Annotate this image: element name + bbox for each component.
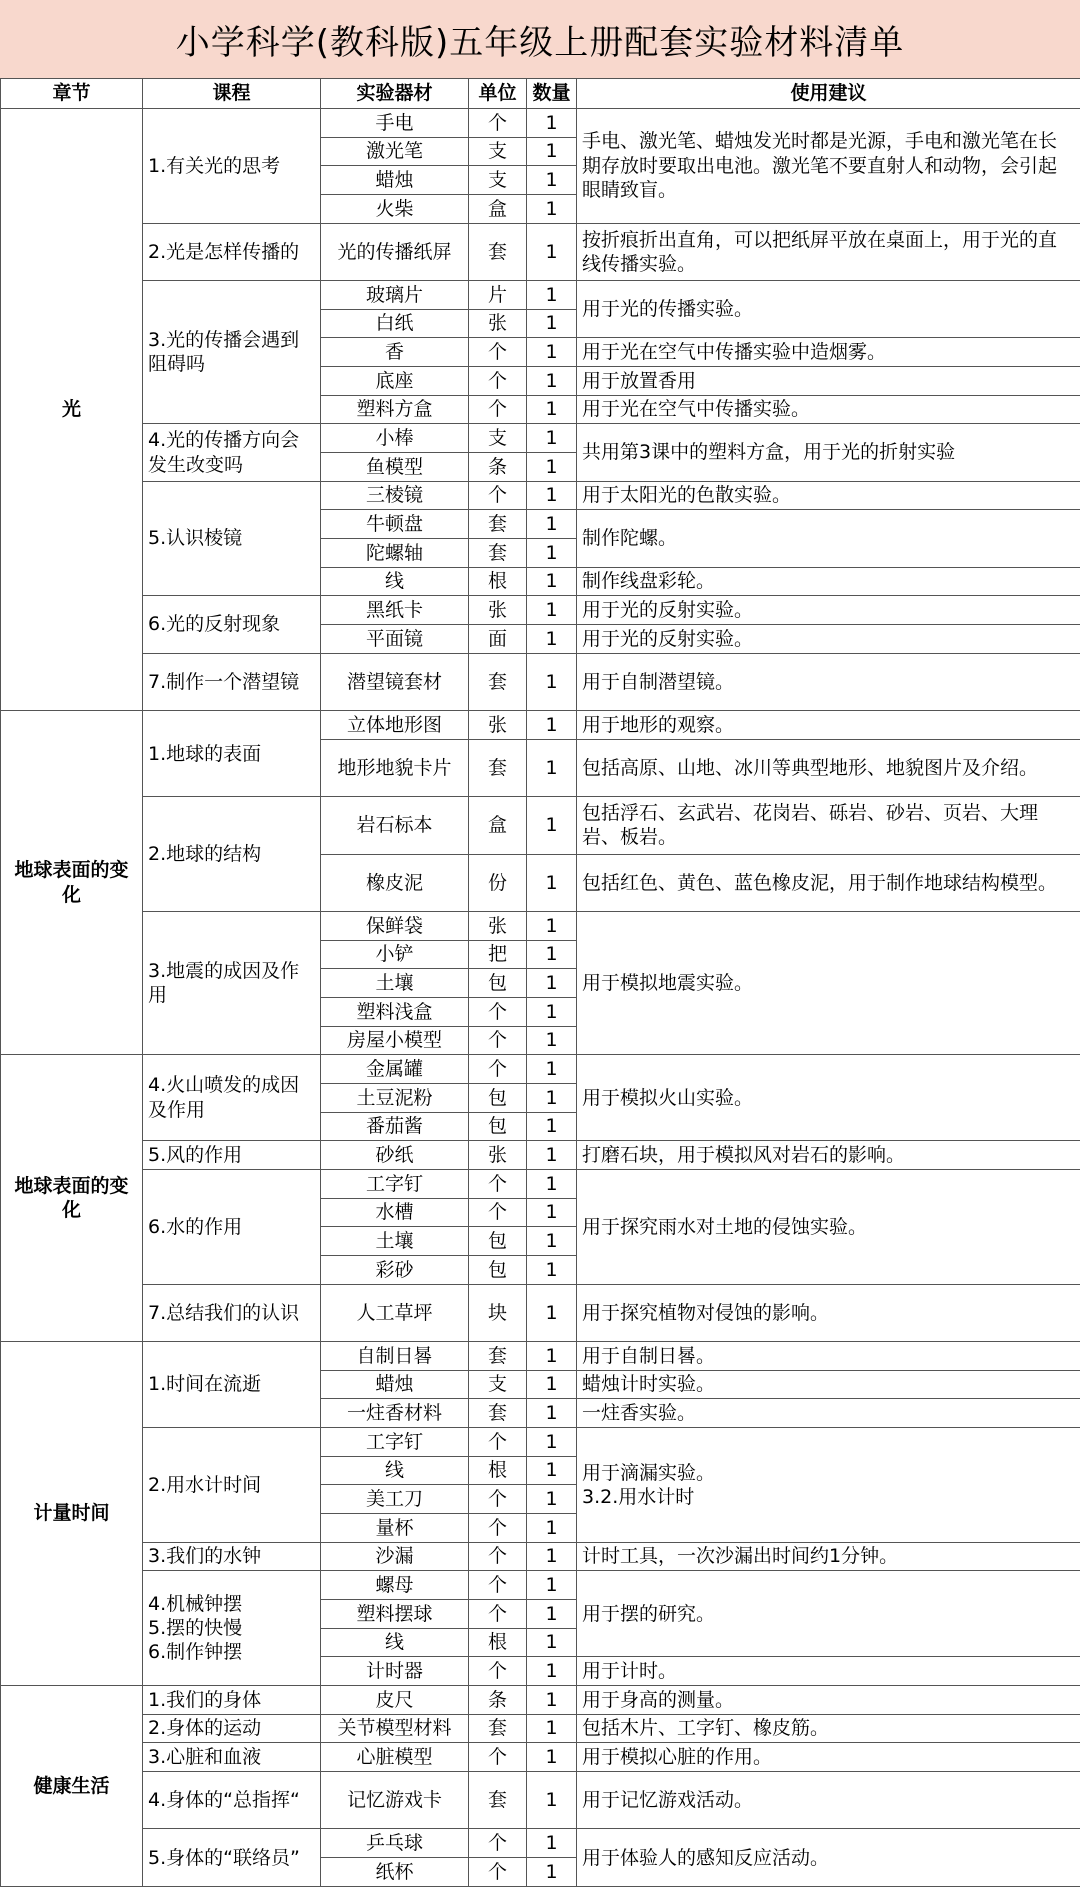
unit-cell: 包 [469,969,527,998]
quantity-cell: 1 [527,1341,577,1370]
equipment-cell: 皮尺 [321,1686,469,1715]
header-unit: 单位 [469,79,527,109]
quantity-cell: 1 [527,596,577,625]
unit-cell: 根 [469,1628,527,1657]
quantity-cell: 1 [527,1829,577,1858]
quantity-cell: 1 [527,1026,577,1055]
unit-cell: 支 [469,424,527,453]
lesson-cell: 2.地球的结构 [143,797,321,912]
unit-cell: 个 [469,1571,527,1600]
equipment-cell: 螺母 [321,1571,469,1600]
equipment-cell: 人工草坪 [321,1284,469,1341]
equipment-cell: 沙漏 [321,1542,469,1571]
header-lesson: 课程 [143,79,321,109]
suggestion-cell: 用于自制日晷。 [577,1341,1080,1370]
table-row [1,797,1080,854]
equipment-cell: 三棱镜 [321,481,469,510]
equipment-cell: 线 [321,567,469,596]
quantity-cell: 1 [527,969,577,998]
unit-cell: 张 [469,1141,527,1170]
unit-cell: 包 [469,1112,527,1141]
equipment-cell: 陀螺轴 [321,539,469,568]
equipment-cell: 火柴 [321,195,469,224]
unit-cell: 张 [469,309,527,338]
equipment-cell: 岩石标本 [321,797,469,854]
table-row [1,1141,1080,1170]
quantity-cell: 1 [527,1772,577,1829]
suggestion-cell: 用于计时。 [577,1657,1080,1686]
equipment-cell: 美工刀 [321,1485,469,1514]
equipment-cell: 牛顿盘 [321,510,469,539]
lesson-cell: 3.我们的水钟 [143,1542,321,1571]
quantity-cell: 1 [527,137,577,166]
quantity-cell: 1 [527,711,577,740]
unit-cell: 份 [469,854,527,911]
equipment-cell: 工字钉 [321,1169,469,1198]
equipment-cell: 土壤 [321,969,469,998]
suggestion-cell: 用于自制潜望镜。 [577,653,1080,710]
unit-cell: 块 [469,1284,527,1341]
unit-cell: 包 [469,1227,527,1256]
quantity-cell: 1 [527,1227,577,1256]
quantity-cell: 1 [527,1456,577,1485]
unit-cell: 个 [469,1743,527,1772]
table-row [1,596,1080,625]
quantity-cell: 1 [527,424,577,453]
suggestion-cell: 包括浮石、玄武岩、花岗岩、砾岩、砂岩、页岩、大理岩、板岩。 [577,797,1080,854]
chapter-cell: 健康生活 [1,1686,143,1887]
quantity-cell: 1 [527,653,577,710]
lesson-cell: 3.心脏和血液 [143,1743,321,1772]
suggestion-cell: 用于探究植物对侵蚀的影响。 [577,1284,1080,1341]
quantity-cell: 1 [527,1514,577,1543]
equipment-cell: 香 [321,338,469,367]
quantity-cell: 1 [527,1198,577,1227]
quantity-cell: 1 [527,1428,577,1457]
unit-cell: 张 [469,911,527,940]
lesson-cell: 4.机械钟摆 5.摆的快慢 6.制作钟摆 [143,1571,321,1686]
table-row [1,481,1080,510]
equipment-cell: 砂纸 [321,1141,469,1170]
equipment-cell: 底座 [321,367,469,396]
suggestion-cell: 共用第3课中的塑料方盒，用于光的折射实验 [577,424,1080,481]
suggestion-cell: 按折痕折出直角，可以把纸屏平放在桌面上，用于光的直线传播实验。 [577,223,1080,280]
unit-cell: 个 [469,1600,527,1629]
equipment-cell: 土壤 [321,1227,469,1256]
equipment-cell: 手电 [321,109,469,138]
chapter-cell: 地球表面的变化 [1,711,143,1055]
table-row [1,1341,1080,1370]
equipment-cell: 保鲜袋 [321,911,469,940]
suggestion-cell: 计时工具，一次沙漏出时间约1分钟。 [577,1542,1080,1571]
equipment-cell: 一炷香材料 [321,1399,469,1428]
suggestion-cell: 蜡烛计时实验。 [577,1370,1080,1399]
suggestion-cell: 用于光的传播实验。 [577,281,1080,338]
header-quantity: 数量 [527,79,577,109]
suggestion-cell: 包括红色、黄色、蓝色橡皮泥，用于制作地球结构模型。 [577,854,1080,911]
quantity-cell: 1 [527,1542,577,1571]
suggestion-cell: 用于模拟地震实验。 [577,911,1080,1054]
unit-cell: 套 [469,539,527,568]
quantity-cell: 1 [527,367,577,396]
quantity-cell: 1 [527,1169,577,1198]
suggestion-cell: 打磨石块，用于模拟风对岩石的影响。 [577,1141,1080,1170]
quantity-cell: 1 [527,309,577,338]
equipment-cell: 线 [321,1628,469,1657]
equipment-cell: 乒乓球 [321,1829,469,1858]
quantity-cell: 1 [527,1485,577,1514]
quantity-cell: 1 [527,997,577,1026]
quantity-cell: 1 [527,1141,577,1170]
equipment-cell: 纸杯 [321,1858,469,1887]
equipment-cell: 小铲 [321,940,469,969]
unit-cell: 个 [469,1829,527,1858]
equipment-cell: 激光笔 [321,137,469,166]
unit-cell: 根 [469,567,527,596]
table-row [1,1542,1080,1571]
lesson-cell: 1.时间在流逝 [143,1341,321,1427]
lesson-cell: 7.制作一个潜望镜 [143,653,321,710]
equipment-cell: 塑料摆球 [321,1600,469,1629]
quantity-cell: 1 [527,1083,577,1112]
table-row [1,424,1080,453]
equipment-cell: 计时器 [321,1657,469,1686]
unit-cell: 盒 [469,195,527,224]
quantity-cell: 1 [527,1743,577,1772]
equipment-cell: 量杯 [321,1514,469,1543]
unit-cell: 条 [469,453,527,482]
equipment-cell: 小棒 [321,424,469,453]
suggestion-cell: 用于光在空气中传播实验。 [577,395,1080,424]
unit-cell: 根 [469,1456,527,1485]
unit-cell: 盒 [469,797,527,854]
lesson-cell: 5.认识棱镜 [143,481,321,596]
lesson-cell: 3.地震的成因及作用 [143,911,321,1054]
quantity-cell: 1 [527,109,577,138]
quantity-cell: 1 [527,453,577,482]
suggestion-cell: 用于滴漏实验。 3.2.用水计时 [577,1428,1080,1543]
quantity-cell: 1 [527,1571,577,1600]
table-row [1,1571,1080,1600]
equipment-cell: 关节模型材料 [321,1714,469,1743]
quantity-cell: 1 [527,338,577,367]
quantity-cell: 1 [527,1628,577,1657]
quantity-cell: 1 [527,223,577,280]
suggestion-cell: 制作线盘彩轮。 [577,567,1080,596]
equipment-cell: 白纸 [321,309,469,338]
suggestion-cell: 用于体验人的感知反应活动。 [577,1829,1080,1887]
suggestion-cell: 用于模拟心脏的作用。 [577,1743,1080,1772]
table-row [1,1829,1080,1858]
equipment-cell: 橡皮泥 [321,854,469,911]
equipment-cell: 光的传播纸屏 [321,223,469,280]
equipment-cell: 房屋小模型 [321,1026,469,1055]
unit-cell: 套 [469,1772,527,1829]
table-row [1,1428,1080,1457]
table-row [1,109,1080,138]
quantity-cell: 1 [527,739,577,796]
quantity-cell: 1 [527,1112,577,1141]
unit-cell: 支 [469,137,527,166]
suggestion-cell: 用于放置香用 [577,367,1080,396]
suggestion-cell: 用于光的反射实验。 [577,596,1080,625]
lesson-cell: 6.光的反射现象 [143,596,321,653]
unit-cell: 条 [469,1686,527,1715]
unit-cell: 把 [469,940,527,969]
suggestion-cell: 一炷香实验。 [577,1399,1080,1428]
equipment-cell: 地形地貌卡片 [321,739,469,796]
unit-cell: 个 [469,997,527,1026]
unit-cell: 套 [469,1399,527,1428]
equipment-cell: 土豆泥粉 [321,1083,469,1112]
unit-cell: 个 [469,1198,527,1227]
unit-cell: 个 [469,1858,527,1887]
suggestion-cell: 用于摆的研究。 [577,1571,1080,1657]
header-suggestion: 使用建议 [577,79,1080,109]
quantity-cell: 1 [527,797,577,854]
lesson-cell: 1.有关光的思考 [143,109,321,224]
quantity-cell: 1 [527,1370,577,1399]
unit-cell: 个 [469,1026,527,1055]
quantity-cell: 1 [527,1714,577,1743]
unit-cell: 个 [469,481,527,510]
header-equipment: 实验器材 [321,79,469,109]
unit-cell: 套 [469,653,527,710]
quantity-cell: 1 [527,539,577,568]
suggestion-cell: 用于模拟火山实验。 [577,1055,1080,1141]
equipment-cell: 黑纸卡 [321,596,469,625]
header-row [1,79,1080,109]
suggestion-cell: 用于探究雨水对土地的侵蚀实验。 [577,1169,1080,1284]
equipment-cell: 蜡烛 [321,166,469,195]
materials-table [0,78,1080,1887]
chapter-cell: 地球表面的变化 [1,1055,143,1342]
chapter-cell: 计量时间 [1,1341,143,1685]
quantity-cell: 1 [527,1255,577,1284]
quantity-cell: 1 [527,1600,577,1629]
unit-cell: 个 [469,1514,527,1543]
quantity-cell: 1 [527,1657,577,1686]
title-band [0,0,1080,80]
unit-cell: 套 [469,739,527,796]
unit-cell: 个 [469,109,527,138]
equipment-cell: 水槽 [321,1198,469,1227]
unit-cell: 个 [469,338,527,367]
unit-cell: 个 [469,1542,527,1571]
quantity-cell: 1 [527,1399,577,1428]
lesson-cell: 3.光的传播会遇到阻碍吗 [143,281,321,424]
table-row [1,911,1080,940]
quantity-cell: 1 [527,395,577,424]
unit-cell: 包 [469,1255,527,1284]
unit-cell: 个 [469,1485,527,1514]
equipment-cell: 塑料浅盒 [321,997,469,1026]
equipment-cell: 玻璃片 [321,281,469,310]
lesson-cell: 7.总结我们的认识 [143,1284,321,1341]
header-chapter: 章节 [1,79,143,109]
unit-cell: 套 [469,1341,527,1370]
unit-cell: 个 [469,1055,527,1084]
suggestion-cell: 用于记忆游戏活动。 [577,1772,1080,1829]
unit-cell: 支 [469,1370,527,1399]
equipment-cell: 自制日晷 [321,1341,469,1370]
chapter-cell: 光 [1,109,143,711]
table-row [1,1686,1080,1715]
unit-cell: 个 [469,1657,527,1686]
quantity-cell: 1 [527,1055,577,1084]
equipment-cell: 立体地形图 [321,711,469,740]
table-row [1,1169,1080,1198]
unit-cell: 支 [469,166,527,195]
suggestion-cell: 用于光的反射实验。 [577,625,1080,654]
lesson-cell: 4.火山喷发的成因及作用 [143,1055,321,1141]
unit-cell: 张 [469,711,527,740]
suggestion-cell: 用于地形的观察。 [577,711,1080,740]
table-row [1,281,1080,310]
equipment-cell: 平面镜 [321,625,469,654]
lesson-cell: 4.身体的“总指挥“ [143,1772,321,1829]
lesson-cell: 5.风的作用 [143,1141,321,1170]
equipment-cell: 记忆游戏卡 [321,1772,469,1829]
quantity-cell: 1 [527,625,577,654]
table-row [1,711,1080,740]
unit-cell: 个 [469,1169,527,1198]
quantity-cell: 1 [527,854,577,911]
unit-cell: 个 [469,367,527,396]
unit-cell: 套 [469,1714,527,1743]
suggestion-cell: 包括木片、工字钉、橡皮筋。 [577,1714,1080,1743]
equipment-cell: 工字钉 [321,1428,469,1457]
quantity-cell: 1 [527,911,577,940]
unit-cell: 张 [469,596,527,625]
unit-cell: 套 [469,223,527,280]
lesson-cell: 2.光是怎样传播的 [143,223,321,280]
page-title: 小学科学(教科版)五年级上册配套实验材料清单 [175,22,905,63]
table-row [1,1772,1080,1829]
lesson-cell: 2.身体的运动 [143,1714,321,1743]
table-row [1,1055,1080,1084]
unit-cell: 个 [469,395,527,424]
quantity-cell: 1 [527,1686,577,1715]
table-row [1,1743,1080,1772]
unit-cell: 面 [469,625,527,654]
quantity-cell: 1 [527,1858,577,1887]
table-body [1,109,1080,1887]
equipment-cell: 塑料方盒 [321,395,469,424]
quantity-cell: 1 [527,940,577,969]
table-row [1,653,1080,710]
quantity-cell: 1 [527,281,577,310]
quantity-cell: 1 [527,481,577,510]
quantity-cell: 1 [527,567,577,596]
lesson-cell: 1.我们的身体 [143,1686,321,1715]
unit-cell: 套 [469,510,527,539]
equipment-cell: 鱼模型 [321,453,469,482]
lesson-cell: 5.身体的“联络员” [143,1829,321,1887]
table-row [1,223,1080,280]
equipment-cell: 彩砂 [321,1255,469,1284]
table-row [1,1284,1080,1341]
suggestion-cell: 用于光在空气中传播实验中造烟雾。 [577,338,1080,367]
suggestion-cell: 用于身高的测量。 [577,1686,1080,1715]
suggestion-cell: 包括高原、山地、冰川等典型地形、地貌图片及介绍。 [577,739,1080,796]
quantity-cell: 1 [527,166,577,195]
lesson-cell: 4.光的传播方向会发生改变吗 [143,424,321,481]
suggestion-cell: 手电、激光笔、蜡烛发光时都是光源，手电和激光笔在长期存放时要取出电池。激光笔不要直射人和动物，会引起眼睛致盲。 [577,109,1080,224]
equipment-cell: 心脏模型 [321,1743,469,1772]
equipment-cell: 潜望镜套材 [321,653,469,710]
unit-cell: 个 [469,1428,527,1457]
suggestion-cell: 制作陀螺。 [577,510,1080,567]
quantity-cell: 1 [527,510,577,539]
lesson-cell: 2.用水计时间 [143,1428,321,1543]
quantity-cell: 1 [527,195,577,224]
equipment-cell: 金属罐 [321,1055,469,1084]
equipment-cell: 番茄酱 [321,1112,469,1141]
table-row [1,1714,1080,1743]
quantity-cell: 1 [527,1284,577,1341]
lesson-cell: 1.地球的表面 [143,711,321,797]
lesson-cell: 6.水的作用 [143,1169,321,1284]
unit-cell: 片 [469,281,527,310]
equipment-cell: 蜡烛 [321,1370,469,1399]
unit-cell: 包 [469,1083,527,1112]
equipment-cell: 线 [321,1456,469,1485]
suggestion-cell: 用于太阳光的色散实验。 [577,481,1080,510]
